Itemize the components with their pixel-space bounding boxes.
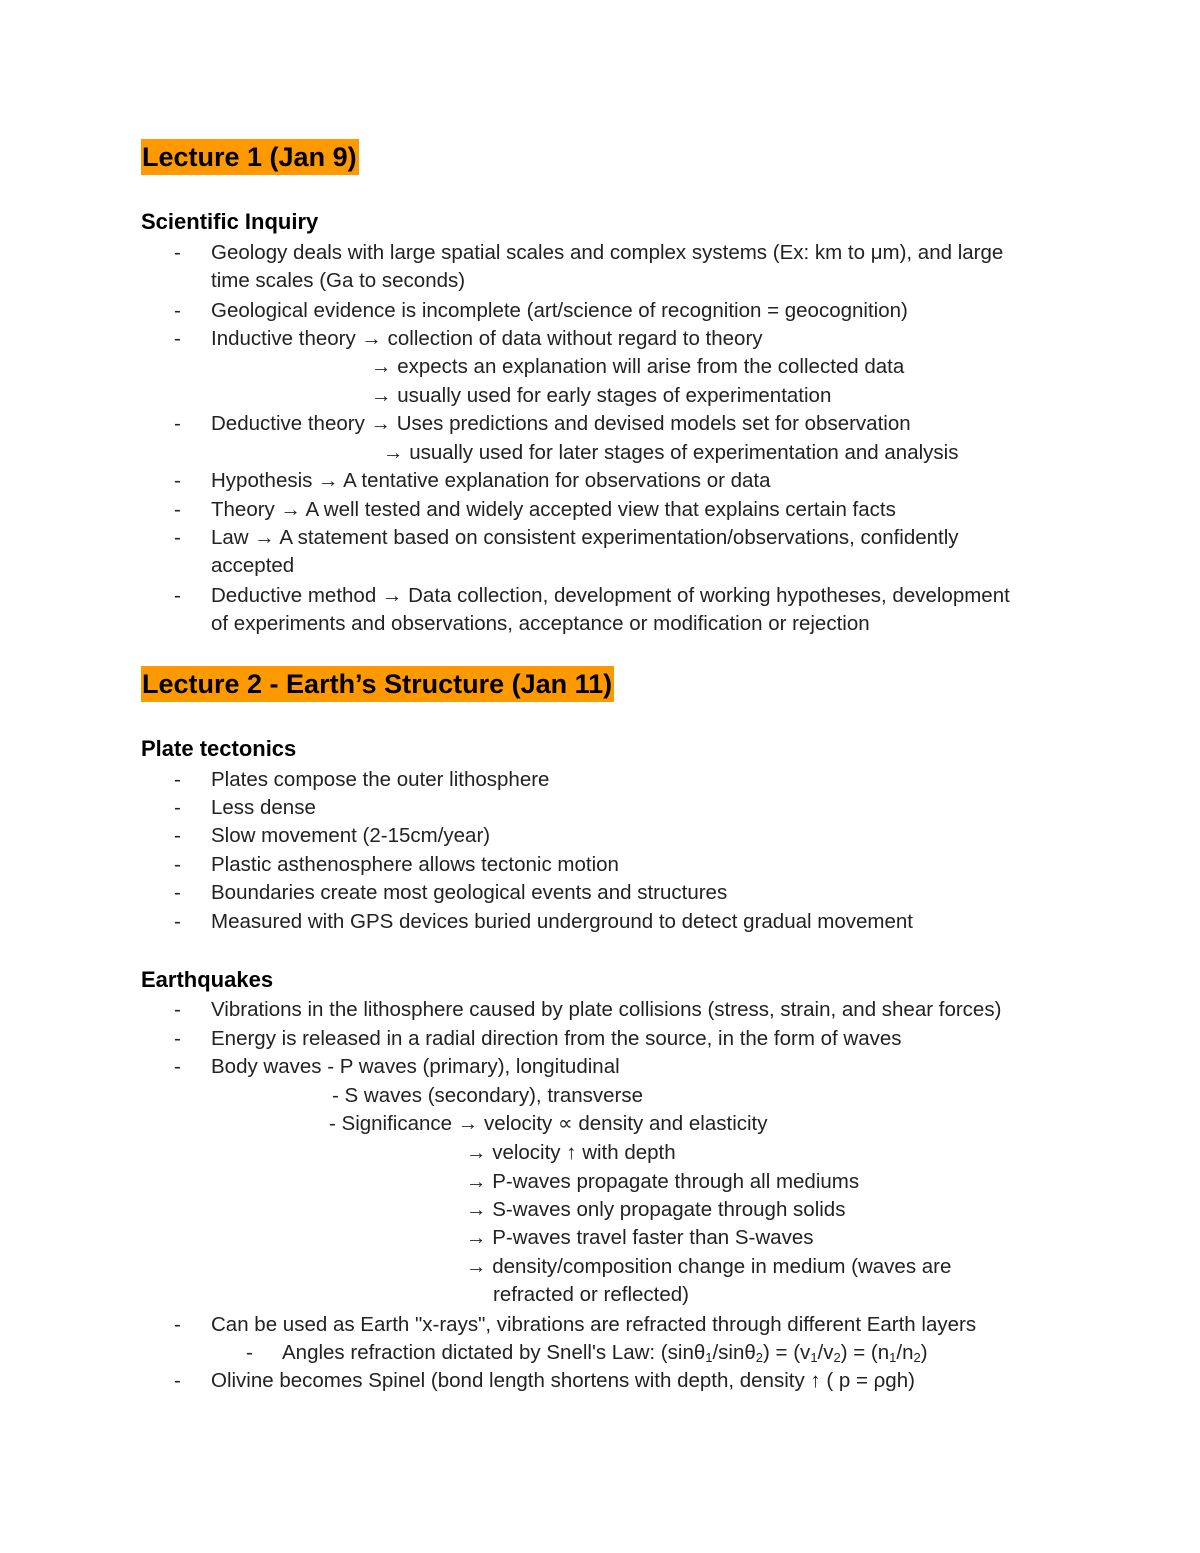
list-item: Law → A statement based on consistent experimentation/observations, confidently xyxy=(211,526,959,549)
bullet-dash: - xyxy=(174,910,181,933)
bullet-dash: - xyxy=(174,1313,181,1336)
snell-text: /sinθ xyxy=(712,1341,756,1364)
bullet-dash: - xyxy=(174,768,181,791)
list-item: Vibrations in the lithosphere caused by plate collisions (stress, strain, and shear forces) xyxy=(211,998,1002,1021)
list-item: Plates compose the outer lithosphere xyxy=(211,768,550,791)
list-item-sub: → expects an explanation will arise from the collected data xyxy=(371,355,905,378)
subscript: 2 xyxy=(755,1350,764,1365)
snell-law-item xyxy=(282,1339,928,1367)
list-item-continuation: accepted xyxy=(211,554,295,577)
bullet-dash: - xyxy=(174,998,181,1021)
list-item: Plastic asthenosphere allows tectonic motion xyxy=(211,853,619,876)
bullet-dash: - xyxy=(174,1369,181,1392)
subscript: 2 xyxy=(833,1350,841,1365)
list-item-sub: → density/composition change in medium (waves are xyxy=(466,1255,952,1278)
list-item-sub: → usually used for early stages of experimentation xyxy=(371,384,832,407)
bullet-dash: - xyxy=(174,853,181,876)
list-item-sub: - S waves (secondary), transverse xyxy=(332,1084,644,1107)
snell-text: /v xyxy=(817,1341,834,1364)
list-item: Less dense xyxy=(211,796,316,819)
list-item: Geological evidence is incomplete (art/science of recognition = geocognition) xyxy=(211,299,908,322)
bullet-dash: - xyxy=(174,526,181,549)
bullet-dash: - xyxy=(174,469,181,492)
sub-bullet-dash: - xyxy=(246,1341,253,1364)
bullet-dash: - xyxy=(174,584,181,607)
subscript: 1 xyxy=(810,1350,818,1365)
list-item: Slow movement (2-15cm/year) xyxy=(211,824,491,847)
list-item-sub: → P-waves travel faster than S-waves xyxy=(466,1226,814,1249)
snell-text: ) xyxy=(920,1341,928,1364)
list-item: Geology deals with large spatial scales and complex systems (Ex: km to μm), and large xyxy=(211,241,1004,264)
list-item: Deductive method → Data collection, development of working hypotheses, development xyxy=(211,584,1010,607)
bullet-dash: - xyxy=(174,241,181,264)
list-item-sub: → velocity ↑ with depth xyxy=(466,1141,676,1164)
list-item: Deductive theory → Uses predictions and devised models set for observation xyxy=(211,412,911,435)
bullet-dash: - xyxy=(174,412,181,435)
list-item: Boundaries create most geological events and structures xyxy=(211,881,728,904)
subscript: 1 xyxy=(889,1350,897,1365)
list-item-sub: - Significance → velocity ∝ density and elasticity xyxy=(329,1112,768,1135)
snell-text: Angles refraction dictated by Snell's Law: (sinθ xyxy=(282,1341,706,1364)
list-item-sub-continuation: refracted or reflected) xyxy=(493,1283,689,1306)
bullet-dash: - xyxy=(174,1055,181,1078)
snell-text: ) = (v xyxy=(763,1341,811,1364)
list-item: Can be used as Earth "x-rays", vibrations are refracted through different Earth layers xyxy=(211,1313,977,1336)
snell-text: ) = (n xyxy=(840,1341,890,1364)
section-plate-tectonics: Plate tectonics xyxy=(141,736,297,761)
lecture-2-heading: Lecture 2 - Earth’s Structure (Jan 11) xyxy=(141,666,614,702)
bullet-dash: - xyxy=(174,881,181,904)
lecture-1-heading: Lecture 1 (Jan 9) xyxy=(141,139,359,175)
list-item: Body waves - P waves (primary), longitudinal xyxy=(211,1055,620,1078)
list-item: Measured with GPS devices buried underground to detect gradual movement xyxy=(211,910,913,933)
list-item: Inductive theory → collection of data without regard to theory xyxy=(211,327,763,350)
section-earthquakes: Earthquakes xyxy=(141,967,274,992)
list-item-sub: → S-waves only propagate through solids xyxy=(466,1198,846,1221)
list-item: Energy is released in a radial direction from the source, in the form of waves xyxy=(211,1027,902,1050)
bullet-dash: - xyxy=(174,498,181,521)
section-scientific-inquiry: Scientific Inquiry xyxy=(141,209,319,234)
list-item-continuation: of experiments and observations, acceptance or modification or rejection xyxy=(211,612,870,635)
list-item-continuation: time scales (Ga to seconds) xyxy=(211,269,466,292)
subscript: 1 xyxy=(705,1350,713,1365)
list-item: Theory → A well tested and widely accepted view that explains certain facts xyxy=(211,498,896,521)
list-item: Olivine becomes Spinel (bond length shortens with depth, density ↑ ( p = ρgh) xyxy=(211,1369,915,1392)
bullet-dash: - xyxy=(174,796,181,819)
bullet-dash: - xyxy=(174,1027,181,1050)
list-item-sub: → P-waves propagate through all mediums xyxy=(466,1170,860,1193)
list-item: Hypothesis → A tentative explanation for observations or data xyxy=(211,469,771,492)
list-item-sub: → usually used for later stages of experimentation and analysis xyxy=(383,441,959,464)
subscript: 2 xyxy=(913,1350,921,1365)
bullet-dash: - xyxy=(174,327,181,350)
bullet-dash: - xyxy=(174,824,181,847)
snell-text: /n xyxy=(896,1341,914,1364)
bullet-dash: - xyxy=(174,299,181,322)
